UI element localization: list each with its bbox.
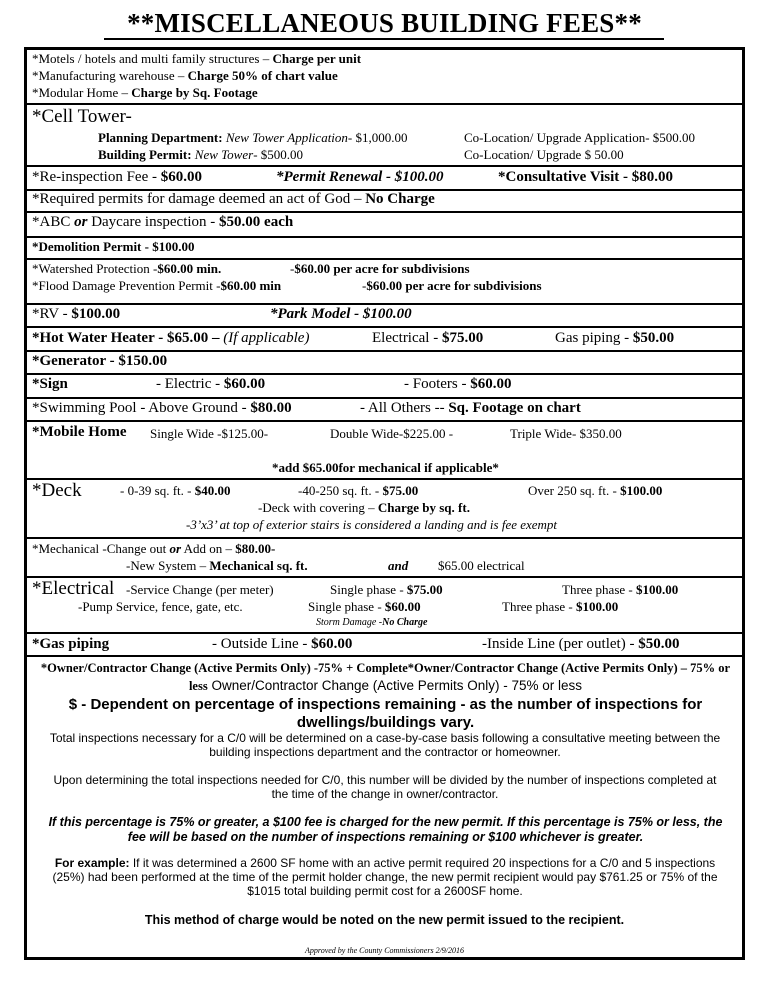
- abc-daycare: *ABC or Daycare inspection - $50.00 each: [32, 214, 294, 230]
- mechanical-and: and: [388, 558, 409, 573]
- demolition-permit: *Demolition Permit - $100.00: [32, 239, 195, 254]
- owner-change-method: This method of charge would be noted on the new permit issued to the recipient.: [144, 913, 625, 927]
- row-divider: [27, 236, 742, 238]
- cell-tower-building: Building Permit: New Tower- $500.00: [98, 147, 304, 162]
- cell-tower-colocation: Co-Location/ Upgrade $ 50.00: [464, 147, 624, 162]
- row-divider: [27, 258, 742, 260]
- mobile-home-triple: Triple Wide- $350.00: [510, 426, 622, 441]
- row-divider: [27, 576, 742, 578]
- sign-footers: - Footers - $60.00: [404, 376, 512, 392]
- row-divider: [27, 655, 742, 657]
- cell-tower-planning: Planning Department: New Tower Application- $1,000.00: [98, 130, 408, 145]
- cell-tower-colocation-application: Co-Location/ Upgrade Application- $500.00: [464, 130, 696, 145]
- sign-label: *Sign: [32, 376, 68, 392]
- flood-damage-acre: -$60.00 per acre for subdivisions: [362, 278, 542, 293]
- units-line-motels: *Motels / hotels and multi family structures – Charge per unit: [32, 51, 362, 66]
- deck-tier-3: Over 250 sq. ft. - $100.00: [528, 483, 663, 498]
- rv-fee: *RV - $100.00: [32, 306, 121, 322]
- page-title: **MISCELLANEOUS BUILDING FEES**: [127, 8, 642, 38]
- row-divider: [27, 420, 742, 422]
- sign-electric: - Electric - $60.00: [156, 376, 266, 392]
- deck-tier-1: - 0-39 sq. ft. - $40.00: [120, 483, 231, 498]
- deck-landing-note: -3’x3’ at top of exterior stairs is considered a landing and is fee exempt: [186, 517, 558, 532]
- electrical-service-change: -Service Change (per meter): [126, 582, 274, 597]
- flood-damage-permit: *Flood Damage Prevention Permit -$60.00 min: [32, 278, 282, 293]
- electrical-three-phase-2: Three phase - $100.00: [502, 599, 619, 614]
- generator-fee: *Generator - $150.00: [32, 353, 168, 369]
- watershed-protection: *Watershed Protection -$60.00 min.: [32, 261, 222, 276]
- owner-change-dependent: $ - Dependent on percentage of inspections remaining - as the number of inspections for dwellings/buildings vary.: [68, 696, 703, 731]
- mobile-home-double: Double Wide-$225.00 -: [330, 426, 454, 441]
- hot-water-electrical: Electrical - $75.00: [372, 330, 484, 346]
- row-divider: [27, 326, 742, 328]
- gas-inside-line: -Inside Line (per outlet) - $50.00: [482, 636, 680, 652]
- owner-change-example: For example: If it was determined a 2600 SF home with an active permit required 20 inspections for a C/0 and 5 inspections (25%) had been performed at the time of the permit holder change, the new permit recipient would pay $761.25 or 75% of the $1015 total building permit cost for a 2600SF home.: [52, 856, 718, 898]
- row-divider: [27, 303, 742, 305]
- gas-outside-line: - Outside Line - $60.00: [212, 636, 353, 652]
- mechanical-electrical: $65.00 electrical: [438, 558, 525, 573]
- act-of-god: *Required permits for damage deemed an act of God – No Charge: [32, 191, 435, 207]
- mobile-home-label: *Mobile Home: [32, 424, 127, 440]
- owner-change-para-3: If this percentage is 75% or greater, a $100 fee is charged for the new permit. If this percentage is 75% or less, the fee will be based on the number of inspections remaining or $100 whichever is greater.: [48, 815, 723, 844]
- deck-tier-2: -40-250 sq. ft. - $75.00: [298, 483, 419, 498]
- row-divider: [27, 103, 742, 105]
- row-divider: [27, 165, 742, 167]
- approval-note: Approved by the County Commissioners 2/9/2016: [304, 946, 465, 955]
- electrical-single-phase-2: Single phase - $60.00: [308, 599, 421, 614]
- park-model-fee: *Park Model - $100.00: [270, 306, 412, 322]
- electrical-three-phase-1: Three phase - $100.00: [562, 582, 679, 597]
- row-divider: [27, 537, 742, 539]
- watershed-acre: -$60.00 per acre for subdivisions: [290, 261, 470, 276]
- owner-change-para-2: Upon determining the total inspections needed for C/0, this number will be divided by the number of inspections completed at the time of the change in owner/contractor.: [53, 773, 717, 801]
- mechanical-change-out: *Mechanical -Change out or Add on – $80.00-: [32, 541, 276, 556]
- owner-change-heading: *Owner/Contractor Change (Active Permits Only) -75% + Complete*Owner/Contractor Change (Active Permits Only) – 75% or less Owner/Contractor Change (Active Permits Only) - 75% or less: [40, 661, 731, 693]
- electrical-label: *Electrical: [32, 578, 115, 599]
- reinspection-fee: *Re-inspection Fee - $60.00: [32, 169, 202, 185]
- units-line-modular: *Modular Home – Charge by Sq. Footage: [32, 85, 258, 100]
- hot-water-gas: Gas piping - $50.00: [555, 330, 675, 346]
- title-underline: [104, 38, 664, 40]
- electrical-single-phase-1: Single phase - $75.00: [330, 582, 443, 597]
- mobile-home-single: Single Wide -$125.00-: [150, 426, 269, 441]
- gas-piping-label: *Gas piping: [32, 636, 110, 652]
- electrical-pump-service: -Pump Service, fence, gate, etc.: [78, 599, 243, 614]
- deck-covering: -Deck with covering – Charge by sq. ft.: [258, 500, 470, 515]
- row-divider: [27, 350, 742, 352]
- hot-water-heater: *Hot Water Heater - $65.00 – (If applicable): [32, 330, 310, 346]
- owner-change-para-1: Total inspections necessary for a C/0 will be determined on a case-by-case basis following a consultative meeting between the building inspections department and the contractor or homeowner.: [49, 731, 721, 759]
- cell-tower-heading: *Cell Tower-: [32, 106, 132, 127]
- swimming-pool-above-ground: *Swimming Pool - Above Ground - $80.00: [32, 400, 292, 416]
- consultative-visit: *Consultative Visit - $80.00: [498, 169, 674, 185]
- row-divider: [27, 211, 742, 213]
- row-divider: [27, 397, 742, 399]
- swimming-pool-others: - All Others -- Sq. Footage on chart: [360, 400, 581, 416]
- permit-renewal: *Permit Renewal - $100.00: [276, 169, 444, 185]
- row-divider: [27, 478, 742, 480]
- units-line-manufacturing: *Manufacturing warehouse – Charge 50% of chart value: [32, 68, 338, 83]
- electrical-storm-damage: Storm Damage -No Charge: [316, 617, 428, 628]
- mobile-home-note: *add $65.00for mechanical if applicable*: [272, 460, 499, 475]
- row-divider: [27, 373, 742, 375]
- deck-label: *Deck: [32, 480, 82, 501]
- row-divider: [27, 632, 742, 634]
- mechanical-new-system: -New System – Mechanical sq. ft.: [126, 558, 308, 573]
